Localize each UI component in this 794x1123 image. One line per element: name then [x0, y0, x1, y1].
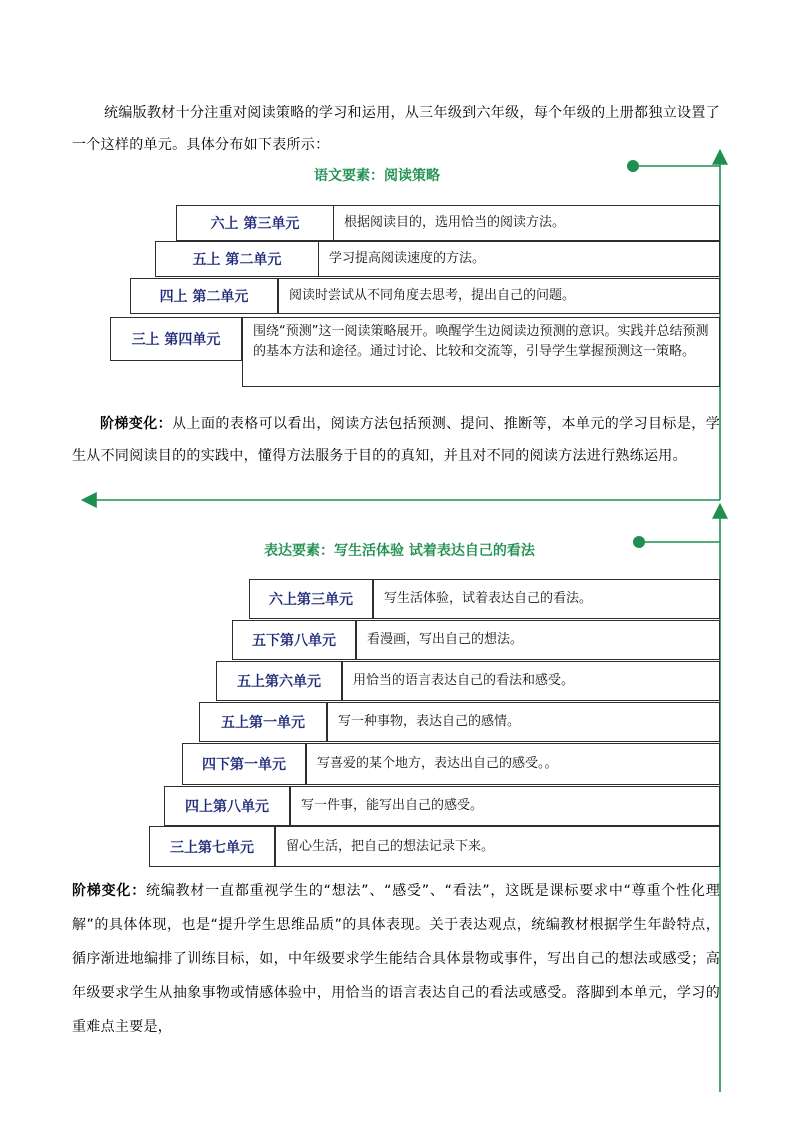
intro-paragraph: 统编版教材十分注重对阅读策略的学习和运用，从三年级到六年级，每个年级的上册都独立设置了一个这样的单元。具体分布如下表所示：	[72, 105, 720, 153]
expr-desc-7: 留心生活，把自己的想法记录下来。	[275, 826, 720, 867]
reading-desc-6: 根据阅读目的，选用恰当的阅读方法。	[333, 205, 720, 241]
reading-unit-3: 三上 第四单元	[110, 317, 242, 361]
expression-summary-text: 统编教材一直都重视学生的“想法”、“感受”、“看法”，这既是课标要求中“尊重个性化理解”的具体体现，也是“提升学生思维品质”的具体表现。关于表达观点，统编教材根据学生年龄特点，循序渐进地编排了训练目标，如，中年级要求学生能结合具体景物或事件，写出自己的想法或感受；高年级要求学生从抽象事物或情感体验中，用恰当的语言表达自己的看法或感受。落脚到本单元，学习的重难点主要是，	[72, 883, 720, 1035]
reading-unit-5: 五上 第二单元	[155, 241, 319, 277]
reading-summary-text: 从上面的表格可以看出，阅读方法包括预测、提问、推断等，本单元的学习目标是，学生从不同阅读目的的实践中，懂得方法服务于目的的真知，并且对不同的阅读方法进行熟练运用。	[72, 416, 720, 464]
bullet-dot-1	[627, 160, 639, 172]
expr-desc-6: 写一件事，能写出自己的感受。	[290, 786, 720, 826]
expr-unit-1: 六上第三单元	[249, 579, 373, 619]
expr-unit-6: 四上第八单元	[164, 786, 290, 826]
expr-desc-4: 写一种事物，表达自己的感情。	[327, 702, 720, 742]
expr-desc-1: 写生活体验，试着表达自己的看法。	[373, 579, 720, 619]
expr-unit-7: 三上第七单元	[149, 826, 275, 867]
expr-desc-3: 用恰当的语言表达自己的看法和感受。	[342, 661, 720, 701]
reading-desc-4: 阅读时尝试从不同角度去思考，提出自己的问题。	[278, 278, 720, 314]
expr-unit-2: 五下第八单元	[232, 620, 356, 660]
reading-unit-4: 四上 第二单元	[130, 278, 278, 314]
expression-section-title: 表达要素：写生活体验 试着表达自己的看法	[264, 543, 535, 559]
reading-desc-3: 围绕“预测”这一阅读策略展开。唤醒学生边阅读边预测的意识。实践并总结预测的基本方法和途径。通过讨论、比较和交流等，引导学生掌握预测这一策略。	[242, 317, 720, 387]
expr-unit-3: 五上第六单元	[216, 661, 342, 701]
reading-summary	[72, 408, 720, 472]
reading-desc-5: 学习提高阅读速度的方法。	[318, 241, 720, 277]
expr-unit-4: 五上第一单元	[199, 702, 327, 742]
expression-summary-lead: 阶梯变化：	[72, 883, 147, 899]
expr-desc-2: 看漫画，写出自己的想法。	[356, 620, 720, 660]
expr-desc-5: 写喜爱的某个地方，表达出自己的感受。。	[306, 743, 720, 785]
reading-summary-lead: 阶梯变化：	[100, 416, 173, 432]
reading-section-title: 语文要素：阅读策略	[314, 168, 440, 184]
expression-summary	[72, 874, 720, 1044]
expr-unit-5: 四下第一单元	[182, 743, 306, 785]
bullet-dot-2	[633, 536, 645, 548]
reading-unit-6: 六上 第三单元	[176, 205, 334, 241]
